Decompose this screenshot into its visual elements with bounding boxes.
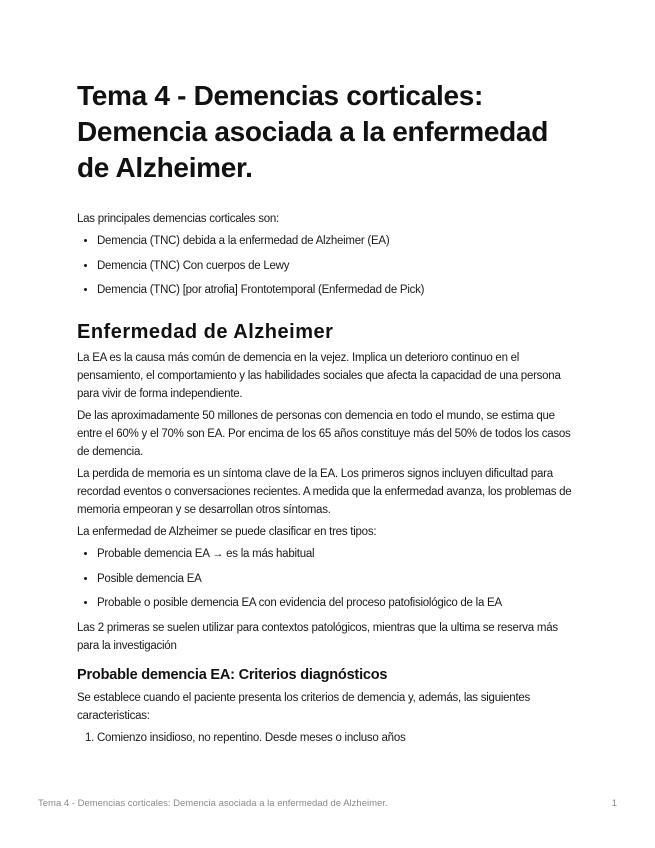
page-footer	[38, 798, 617, 809]
section-heading: Enfermedad de Alzheimer	[77, 321, 334, 343]
paragraph: De las aproximadamente 50 millones de personas con demencia en todo el mundo, se estima que entre el 60% y el 70% son EA. Por encima de los 65 años constituye más del 50% de todos los casos de demencia.	[77, 410, 571, 458]
intro-list	[77, 232, 577, 299]
page-title: Tema 4 - Demencias corticales: Demencia asociada a la enfermedad de Alzheimer.	[77, 80, 548, 183]
list-item: • Demencia (TNC) debida a la enfermedad de Alzheimer (EA)	[97, 232, 577, 250]
paragraph: Las 2 primeras se suelen utilizar para contextos patológicos, mientras que la ultima se reserva más para la investigación	[77, 621, 558, 652]
page-number: 1	[611, 798, 617, 809]
subsection-heading: Probable demencia EA: Criterios diagnósticos	[77, 666, 388, 683]
paragraph: La EA es la causa más común de demencia en la vejez. Implica un deterioro continuo en el pensamiento, el comportamiento y las habilidades sociales que afecta la capacidad de una persona para vivir de forma independiente.	[77, 352, 561, 400]
paragraph: Se establece cuando el paciente presenta los criterios de demencia y, además, las siguientes caracteristicas:	[77, 691, 531, 722]
list-item: 1. Comienzo insidioso, no repentino. Desde meses o incluso años	[97, 729, 577, 747]
list-item: • Demencia (TNC) Con cuerpos de Lewy	[97, 257, 577, 275]
list-item: • Probable o posible demencia EA con evidencia del proceso patofisiológico de la EA	[97, 594, 577, 612]
list-item: • Probable demencia EA → es la más habitual	[97, 545, 577, 563]
paragraph: La perdida de memoria es un síntoma clave de la EA. Los primeros signos incluyen dificultad para recordad eventos o conversaciones recientes. A medida que la enfermedad avanza, los problemas de memoria empeoran y se desarrollan otros síntomas.	[77, 468, 572, 516]
document-body	[77, 78, 577, 753]
types-list	[77, 545, 577, 612]
intro-paragraph: Las principales demencias corticales son:	[77, 213, 279, 225]
paragraph: La enfermedad de Alzheimer se puede clasificar en tres tipos:	[77, 526, 377, 538]
footer-title: Tema 4 - Demencias corticales: Demencia asociada a la enfermedad de Alzheimer.	[38, 798, 388, 809]
list-item: • Demencia (TNC) [por atrofia] Frontotemporal (Enfermedad de Pick)	[97, 281, 577, 299]
list-item: • Posible demencia EA	[97, 570, 577, 588]
criteria-list	[77, 729, 577, 747]
